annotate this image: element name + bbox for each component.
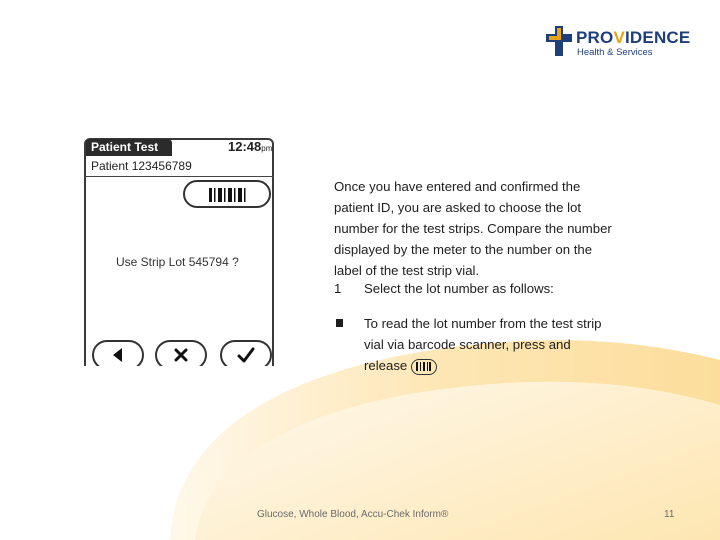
footer-title: Glucose, Whole Blood, Accu-Chek Inform® <box>257 509 449 520</box>
confirm-icon <box>236 345 256 365</box>
header-divider <box>86 176 274 177</box>
back-icon <box>108 345 128 365</box>
step-text: Select the lot number as follows: <box>364 281 554 296</box>
barcode-scan-button[interactable] <box>183 180 271 208</box>
instruction-paragraph <box>334 176 614 281</box>
bullet-text: To read the lot number from the test strip vial via barcode scanner, press and release <box>364 316 602 373</box>
logo-wordmark: PROVIDENCE <box>576 28 691 47</box>
patient-id-line: Patient 123456789 <box>91 159 192 173</box>
confirm-button[interactable] <box>220 340 272 366</box>
page-number: 11 <box>664 509 675 520</box>
logo-accent-letter: V <box>613 28 625 47</box>
back-button[interactable] <box>92 340 144 366</box>
square-bullet-icon <box>334 317 346 329</box>
inline-barcode-icon <box>411 359 437 375</box>
bullet-item <box>364 313 614 376</box>
step-number: 1 <box>334 281 342 296</box>
clock-suffix: pm <box>261 144 273 153</box>
screen-tab-title: Patient Test <box>86 139 172 156</box>
cancel-button[interactable] <box>155 340 207 366</box>
clock-time: 12:48 <box>228 139 262 154</box>
logo-subtitle: Health & Services <box>577 47 653 58</box>
cross-logo-icon <box>546 26 572 56</box>
cancel-icon <box>171 345 191 365</box>
step-1 <box>334 281 554 296</box>
instruction-text: Once you have entered and confirmed the patient ID, you are asked to choose the lot number for the test strips. Compare the number displayed by the meter to the number on the label of the test strip vial. <box>334 179 612 278</box>
lot-prompt: Use Strip Lot 545794 ? <box>116 255 239 269</box>
meter-screen <box>82 136 278 366</box>
screen-clock <box>228 139 272 154</box>
providence-logo <box>546 26 706 60</box>
barcode-icon <box>207 187 247 203</box>
